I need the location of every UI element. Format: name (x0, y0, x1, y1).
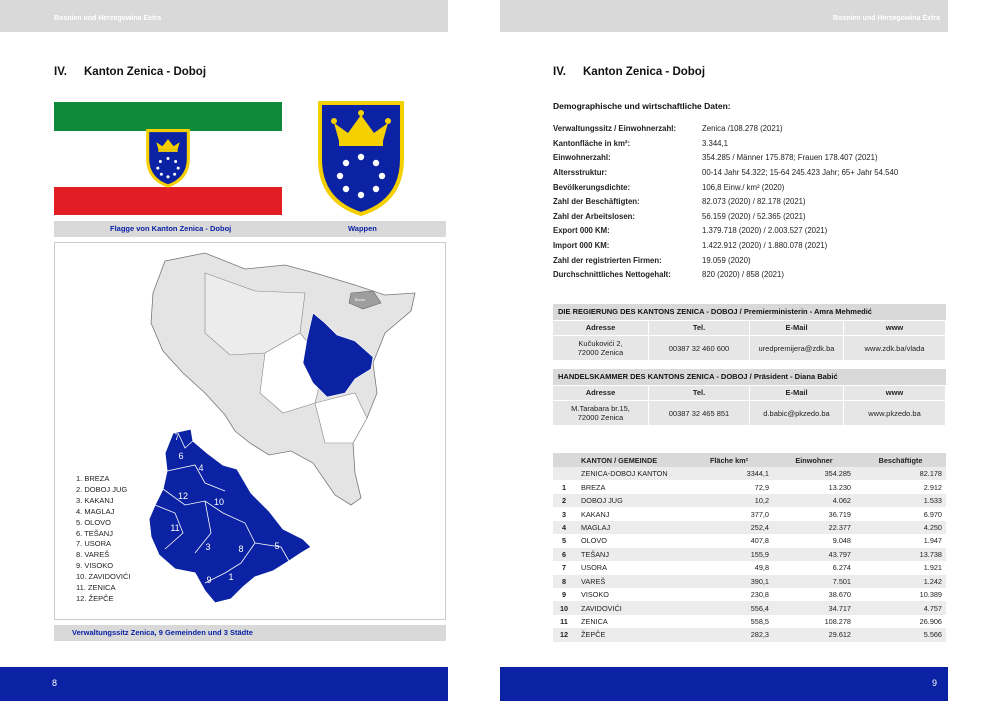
government-website-link[interactable]: www.zdk.ba/vlada (844, 336, 945, 360)
row-employed: 1.921 (923, 563, 942, 573)
row-name: OLOVO (581, 536, 607, 546)
stat-value: 354.285 / Männer 175.878; Frauen 178.407 (2021) (702, 153, 878, 163)
left-page (0, 0, 448, 701)
table-row (553, 615, 946, 628)
row-employed: 4.757 (923, 603, 942, 613)
row-population: 108.278 (824, 617, 851, 627)
legend-item: 10. ZAVIDOVIĆI (76, 572, 131, 582)
chamber-tel: 00387 32 465 851 (649, 401, 749, 425)
table-row (553, 575, 946, 588)
row-name: VAREŠ (581, 576, 606, 586)
row-employed: 5.566 (923, 630, 942, 640)
stat-value: 1.422.912 (2020) / 1.880.078 (2021) (702, 241, 828, 251)
row-number: 6 (561, 549, 567, 559)
row-employed: 1.242 (923, 576, 942, 586)
stat-value: 56.159 (2020) / 52.365 (2021) (702, 211, 806, 221)
legend-item: 5. OLOVO (76, 517, 112, 527)
row-population: 34.717 (828, 603, 851, 613)
municipality-table (553, 453, 946, 642)
row-area: 558,5 (750, 617, 769, 627)
table-row (553, 507, 946, 520)
row-area: 49,8 (754, 563, 769, 573)
row-employed: 82.178 (919, 469, 942, 479)
stat-value: 3.344,1 (702, 138, 729, 148)
right-page (500, 0, 948, 701)
map-num-6: 6 (178, 451, 184, 461)
stat-value: 1.379.718 (2020) / 2.003.527 (2021) (702, 226, 828, 236)
table-row (553, 534, 946, 547)
stat-label: Bevölkerungsdichte: (553, 182, 631, 192)
stat-value: 00-14 Jahr 54.322; 15-64 245.423 Jahr; 65+ Jahr 54.540 (702, 167, 899, 177)
row-employed: 10.389 (919, 590, 942, 600)
stat-label: Kantonfläche in km²: (553, 138, 631, 148)
stat-label: Altersstruktur: (553, 167, 608, 177)
map-num-2: 2 (192, 432, 198, 442)
row-name: MAGLAJ (581, 522, 611, 532)
map-caption-bar (54, 625, 446, 641)
government-address: Kučukovići 2, 72000 Zenica (553, 336, 648, 360)
row-number: 10 (559, 603, 569, 613)
row-area: 377,0 (750, 509, 769, 519)
row-number: 3 (561, 509, 567, 519)
section-subheading: Demographische und wirtschaftliche Daten: (553, 101, 731, 111)
table-row (553, 480, 946, 493)
row-employed: 2.912 (923, 482, 942, 492)
row-name: ZENICA-DOBOJ KANTON (581, 469, 668, 479)
chapter-title: Kanton Zenica - Doboj (583, 66, 706, 78)
header-tel: Tel. (649, 321, 749, 335)
chamber-address: M.Tarabara br.15, 72000 Zenica (553, 401, 648, 425)
col-header-area: Fläche km² (709, 455, 749, 465)
map-num-12: 12 (177, 491, 189, 501)
stat-label: Verwaltungssitz / Einwohnerzahl: (553, 124, 677, 133)
bottom-bar (0, 667, 448, 701)
row-number: 5 (561, 536, 567, 546)
row-population: 4.062 (832, 496, 851, 506)
legend-item: 9. VISOKO (76, 561, 114, 571)
row-area: 556,4 (750, 603, 769, 613)
row-area: 72,9 (754, 482, 769, 492)
top-header-bar (0, 0, 448, 32)
row-area: 252,4 (750, 522, 769, 532)
stat-value: Zenica /108.278 (2021) (702, 124, 783, 133)
legend-item: 7. USORA (76, 539, 112, 549)
row-number: 1 (561, 482, 567, 492)
legend-item: 2. DOBOJ JUG (76, 484, 128, 494)
row-number: 7 (561, 563, 567, 573)
row-name: USORA (581, 563, 607, 573)
page-number: 9 (932, 678, 938, 688)
row-number: 2 (561, 496, 567, 506)
map-num-10: 10 (213, 497, 225, 507)
row-name: KAKANJ (581, 509, 610, 519)
stat-value: 82.073 (2020) / 82.178 (2021) (702, 197, 806, 207)
row-name: TEŠANJ (581, 549, 609, 559)
legend-item: 1. BREZA (76, 474, 110, 483)
chamber-title: HANDELSKAMMER DES KANTONS ZENICA - DOBOJ / Präsident - Diana Babić (553, 369, 946, 385)
government-tel: 00387 32 460 600 (649, 336, 749, 360)
flag-caption: Flagge von Kanton Zenica - Doboj (110, 224, 232, 233)
row-number: 9 (561, 590, 567, 600)
map-num-4: 4 (198, 463, 204, 473)
row-area: 155,9 (750, 549, 769, 559)
row-population: 22.377 (828, 522, 851, 532)
stat-label: Zahl der Beschäftigten: (553, 197, 640, 207)
row-employed: 26.906 (919, 617, 942, 627)
header-text: Bosnien und Herzegowina Extra (54, 15, 161, 22)
legend-item: 6. TEŠANJ (76, 528, 113, 538)
stat-label: Einwohnerzahl: (553, 153, 611, 163)
flag-coat-of-arms-icon (145, 128, 191, 188)
row-number: 11 (560, 617, 568, 627)
stat-label: Import 000 KM: (553, 241, 610, 251)
table-row (553, 467, 946, 480)
table-header-row (553, 453, 946, 467)
header-tel: Tel. (649, 386, 749, 400)
chapter-number: IV. (553, 66, 567, 78)
header-www: www (844, 386, 945, 400)
row-number: 12 (559, 630, 569, 640)
bottom-bar (500, 667, 948, 701)
chamber-email-link[interactable]: d.babic@pkzedo.ba (750, 401, 843, 425)
row-area: 230,8 (750, 590, 769, 600)
page-number: 8 (52, 678, 58, 688)
government-title: DIE REGIERUNG DES KANTONS ZENICA - DOBOJ / Premierministerin - Amra Mehmedić (553, 304, 946, 320)
stat-label: Zahl der registrierten Firmen: (553, 255, 662, 265)
row-employed: 4.250 (923, 522, 942, 532)
map-num-5: 5 (274, 541, 280, 551)
row-employed: 13.738 (919, 549, 942, 559)
row-name: BREZA (581, 482, 606, 492)
legend-item: 11. ZENICA (76, 583, 116, 593)
col-header-pop: Einwohner (795, 455, 833, 465)
row-name: DOBOJ JUG (581, 496, 623, 506)
row-number: 8 (561, 576, 567, 586)
page-gutter (448, 0, 500, 701)
row-employed: 1.533 (923, 496, 942, 506)
stat-value: 19.059 (2020) (702, 255, 751, 265)
row-population: 13.230 (828, 482, 851, 492)
row-population: 38.670 (828, 590, 851, 600)
header-address: Adresse (553, 386, 648, 400)
government-email-link[interactable]: uredpremijera@zdk.ba (750, 336, 843, 360)
row-population: 6.274 (832, 563, 851, 573)
col-header-emp: Beschäftigte (878, 455, 923, 465)
legend-item: 4. MAGLAJ (76, 506, 115, 516)
map-num-9: 9 (206, 575, 212, 585)
legend-item: 3. KAKANJ (76, 495, 114, 505)
table-row (553, 548, 946, 561)
stat-label: Zahl der Arbeitslosen: (553, 211, 636, 221)
government-contact (553, 304, 946, 360)
coat-of-arms-icon (316, 99, 406, 217)
stat-label: Export 000 KM: (553, 226, 610, 236)
row-population: 9.048 (832, 536, 851, 546)
header-www: www (844, 321, 945, 335)
row-name: ZENICA (581, 617, 608, 627)
map-num-1: 1 (228, 572, 234, 582)
row-area: 3344,1 (746, 469, 769, 479)
table-row (553, 601, 946, 614)
row-population: 354.285 (824, 469, 851, 479)
legend-item: 12. ŽEPČE (76, 593, 114, 603)
legend-item: 8. VAREŠ (76, 550, 110, 560)
header-email: E-Mail (750, 321, 843, 335)
row-number: 4 (561, 522, 567, 532)
chapter-number: IV. (54, 66, 68, 78)
chamber-contact (553, 369, 946, 425)
table-row (553, 588, 946, 601)
row-name: ŽEPČE (581, 630, 606, 640)
stat-label: Durchschnittliches Nettogehalt: (553, 270, 671, 280)
flag-caption-bar (54, 221, 446, 237)
row-employed: 1.947 (923, 536, 942, 546)
table-row (553, 628, 946, 641)
row-population: 7.501 (832, 576, 851, 586)
chapter-title: Kanton Zenica - Doboj (84, 66, 207, 78)
row-area: 390,1 (750, 576, 769, 586)
row-area: 10,2 (754, 496, 769, 506)
map-num-11: 11 (170, 523, 180, 533)
row-employed: 6.970 (923, 509, 942, 519)
row-name: VISOKO (581, 590, 609, 600)
col-header-name: KANTON / GEMEINDE (581, 455, 658, 465)
map-num-7: 7 (174, 432, 180, 442)
stat-value: 820 (2020) / 858 (2021) (702, 270, 784, 280)
table-row (553, 521, 946, 534)
stat-value: 106,8 Einw./ km² (2020) (702, 182, 785, 192)
row-population: 29.612 (828, 630, 851, 640)
row-area: 282,3 (750, 630, 769, 640)
row-name: ZAVIDOVIĆI (581, 603, 622, 613)
brcko-label: Brcko (354, 297, 366, 302)
table-row (553, 494, 946, 507)
top-header-bar (500, 0, 948, 32)
row-population: 43.797 (828, 549, 851, 559)
map-caption: Verwaltungssitz Zenica, 9 Gemeinden und 3 Städte (72, 628, 253, 637)
header-address: Adresse (553, 321, 648, 335)
coat-caption: Wappen (348, 224, 377, 233)
row-population: 36.719 (828, 509, 851, 519)
row-area: 407,8 (750, 536, 769, 546)
municipality-legend (76, 474, 130, 605)
table-row (553, 561, 946, 574)
header-text: Bosnien und Herzegowina Extra (833, 15, 940, 22)
chamber-website-link[interactable]: www.pkzedo.ba (844, 401, 945, 425)
map-num-8: 8 (238, 544, 244, 554)
header-email: E-Mail (750, 386, 843, 400)
map-num-3: 3 (205, 542, 211, 552)
